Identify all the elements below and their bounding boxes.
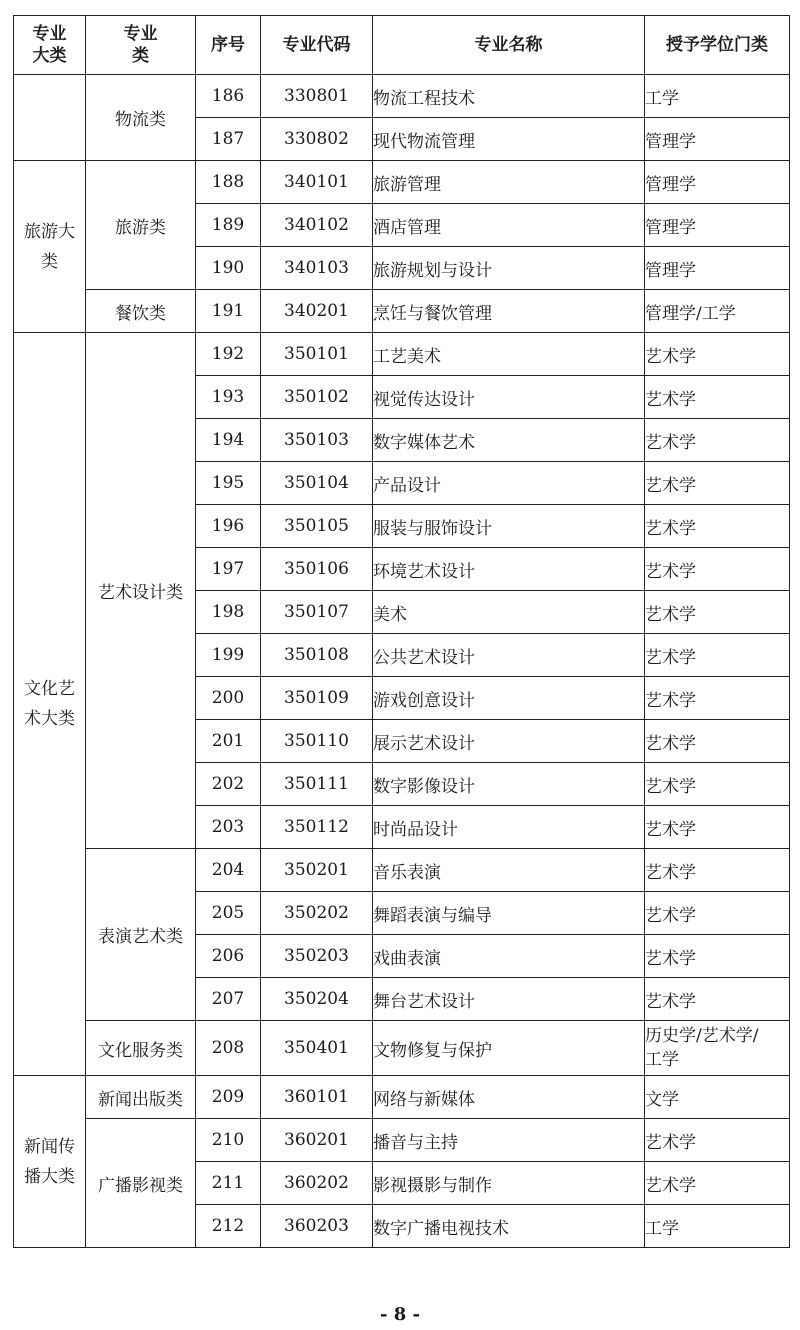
serial-cell: 198 [196, 591, 261, 634]
code-cell: 340102 [261, 204, 373, 247]
degree-cell: 文学 [645, 1076, 790, 1119]
majors-table [13, 15, 790, 1248]
code-cell: 360202 [261, 1162, 373, 1205]
serial-cell: 190 [196, 247, 261, 290]
code-cell: 350104 [261, 462, 373, 505]
code-cell: 360203 [261, 1205, 373, 1248]
header-serial: 序号 [196, 16, 261, 75]
name-cell: 数字广播电视技术 [373, 1205, 645, 1248]
name-cell: 工艺美术 [373, 333, 645, 376]
header-degree: 授予学位门类 [645, 16, 790, 75]
code-cell: 340103 [261, 247, 373, 290]
serial-cell: 189 [196, 204, 261, 247]
class-cell: 旅游类 [86, 161, 196, 290]
name-cell: 数字媒体艺术 [373, 419, 645, 462]
name-cell: 烹饪与餐饮管理 [373, 290, 645, 333]
code-cell: 330801 [261, 75, 373, 118]
page-number: - 8 - [380, 1304, 420, 1325]
name-cell: 网络与新媒体 [373, 1076, 645, 1119]
code-cell: 350110 [261, 720, 373, 763]
degree-cell: 艺术学 [645, 548, 790, 591]
code-cell: 350108 [261, 634, 373, 677]
serial-cell: 197 [196, 548, 261, 591]
serial-cell: 188 [196, 161, 261, 204]
name-cell: 旅游管理 [373, 161, 645, 204]
class-cell: 文化服务类 [86, 1021, 196, 1076]
category-cell: 文化艺 术大类 [14, 333, 86, 1076]
header-code: 专业代码 [261, 16, 373, 75]
code-cell: 350202 [261, 892, 373, 935]
degree-cell: 艺术学 [645, 935, 790, 978]
name-cell: 美术 [373, 591, 645, 634]
name-cell: 公共艺术设计 [373, 634, 645, 677]
name-cell: 环境艺术设计 [373, 548, 645, 591]
table-row [14, 1119, 790, 1162]
name-cell: 视觉传达设计 [373, 376, 645, 419]
serial-cell: 201 [196, 720, 261, 763]
table-row [14, 161, 790, 204]
degree-cell: 艺术学 [645, 505, 790, 548]
degree-cell: 艺术学 [645, 634, 790, 677]
name-cell: 现代物流管理 [373, 118, 645, 161]
code-cell: 350112 [261, 806, 373, 849]
name-cell: 文物修复与保护 [373, 1021, 645, 1076]
code-cell: 350401 [261, 1021, 373, 1076]
serial-cell: 204 [196, 849, 261, 892]
degree-cell: 艺术学 [645, 892, 790, 935]
degree-cell: 艺术学 [645, 849, 790, 892]
code-cell: 340101 [261, 161, 373, 204]
degree-cell: 艺术学 [645, 978, 790, 1021]
code-cell: 360101 [261, 1076, 373, 1119]
degree-cell: 管理学 [645, 118, 790, 161]
code-cell: 350109 [261, 677, 373, 720]
degree-cell: 管理学/工学 [645, 290, 790, 333]
degree-cell: 艺术学 [645, 591, 790, 634]
degree-cell: 管理学 [645, 204, 790, 247]
table-row [14, 290, 790, 333]
degree-cell: 艺术学 [645, 763, 790, 806]
table-row [14, 849, 790, 892]
name-cell: 产品设计 [373, 462, 645, 505]
degree-cell: 历史学/艺术学/ 工学 [645, 1021, 790, 1076]
code-cell: 350102 [261, 376, 373, 419]
degree-cell: 艺术学 [645, 333, 790, 376]
serial-cell: 200 [196, 677, 261, 720]
degree-cell: 艺术学 [645, 462, 790, 505]
name-cell: 舞台艺术设计 [373, 978, 645, 1021]
class-cell: 新闻出版类 [86, 1076, 196, 1119]
header-name: 专业名称 [373, 16, 645, 75]
name-cell: 播音与主持 [373, 1119, 645, 1162]
degree-cell: 艺术学 [645, 1119, 790, 1162]
name-cell: 展示艺术设计 [373, 720, 645, 763]
serial-cell: 187 [196, 118, 261, 161]
table-row [14, 333, 790, 376]
name-cell: 时尚品设计 [373, 806, 645, 849]
serial-cell: 211 [196, 1162, 261, 1205]
code-cell: 360201 [261, 1119, 373, 1162]
name-cell: 服装与服饰设计 [373, 505, 645, 548]
code-cell: 350203 [261, 935, 373, 978]
name-cell: 酒店管理 [373, 204, 645, 247]
header-row [14, 16, 790, 75]
serial-cell: 199 [196, 634, 261, 677]
header-major-class: 专业 类 [86, 16, 196, 75]
serial-cell: 203 [196, 806, 261, 849]
name-cell: 物流工程技术 [373, 75, 645, 118]
name-cell: 数字影像设计 [373, 763, 645, 806]
code-cell: 350106 [261, 548, 373, 591]
degree-cell: 艺术学 [645, 376, 790, 419]
category-cell: 新闻传 播大类 [14, 1076, 86, 1248]
degree-cell: 管理学 [645, 161, 790, 204]
table-row [14, 1021, 790, 1076]
serial-cell: 208 [196, 1021, 261, 1076]
degree-cell: 艺术学 [645, 720, 790, 763]
name-cell: 旅游规划与设计 [373, 247, 645, 290]
serial-cell: 206 [196, 935, 261, 978]
class-cell: 广播影视类 [86, 1119, 196, 1248]
serial-cell: 195 [196, 462, 261, 505]
code-cell: 350101 [261, 333, 373, 376]
serial-cell: 192 [196, 333, 261, 376]
category-cell [14, 75, 86, 161]
serial-cell: 186 [196, 75, 261, 118]
serial-cell: 205 [196, 892, 261, 935]
code-cell: 340201 [261, 290, 373, 333]
degree-cell: 工学 [645, 75, 790, 118]
name-cell: 音乐表演 [373, 849, 645, 892]
name-cell: 舞蹈表演与编导 [373, 892, 645, 935]
code-cell: 350111 [261, 763, 373, 806]
degree-cell: 艺术学 [645, 1162, 790, 1205]
header-major-category: 专业 大类 [14, 16, 86, 75]
degree-cell: 艺术学 [645, 806, 790, 849]
class-cell: 餐饮类 [86, 290, 196, 333]
code-cell: 350204 [261, 978, 373, 1021]
code-cell: 330802 [261, 118, 373, 161]
serial-cell: 207 [196, 978, 261, 1021]
degree-cell: 艺术学 [645, 677, 790, 720]
class-cell: 艺术设计类 [86, 333, 196, 849]
category-cell: 旅游大 类 [14, 161, 86, 333]
code-cell: 350103 [261, 419, 373, 462]
serial-cell: 194 [196, 419, 261, 462]
serial-cell: 210 [196, 1119, 261, 1162]
table-row [14, 1076, 790, 1119]
serial-cell: 193 [196, 376, 261, 419]
class-cell: 表演艺术类 [86, 849, 196, 1021]
serial-cell: 191 [196, 290, 261, 333]
code-cell: 350105 [261, 505, 373, 548]
name-cell: 戏曲表演 [373, 935, 645, 978]
class-cell: 物流类 [86, 75, 196, 161]
degree-cell: 管理学 [645, 247, 790, 290]
code-cell: 350201 [261, 849, 373, 892]
degree-cell: 艺术学 [645, 419, 790, 462]
serial-cell: 209 [196, 1076, 261, 1119]
serial-cell: 196 [196, 505, 261, 548]
serial-cell: 202 [196, 763, 261, 806]
name-cell: 影视摄影与制作 [373, 1162, 645, 1205]
table-row [14, 75, 790, 118]
degree-cell: 工学 [645, 1205, 790, 1248]
name-cell: 游戏创意设计 [373, 677, 645, 720]
code-cell: 350107 [261, 591, 373, 634]
serial-cell: 212 [196, 1205, 261, 1248]
